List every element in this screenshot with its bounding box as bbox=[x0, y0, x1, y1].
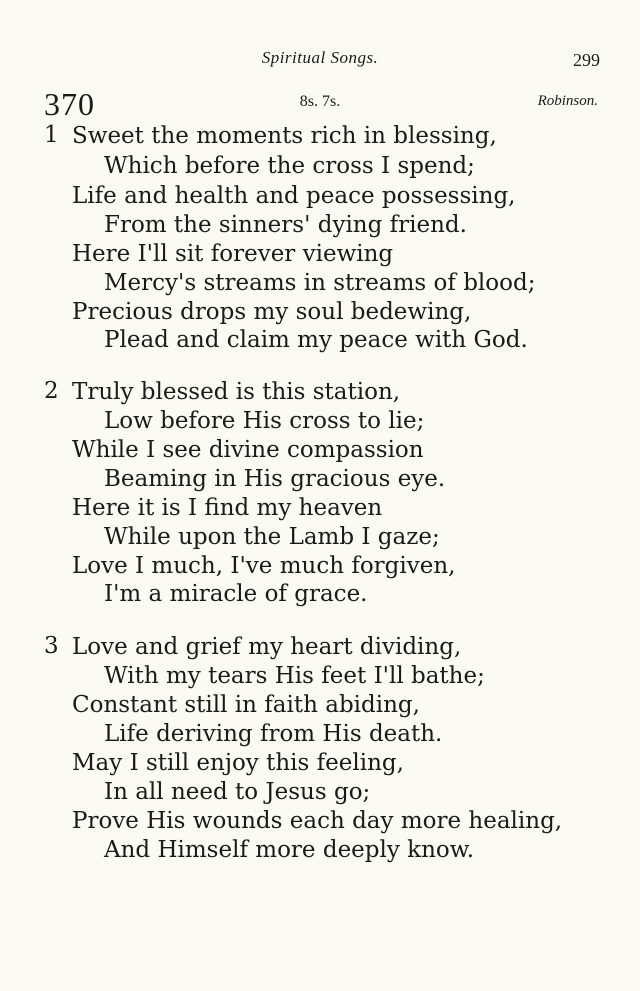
verse-line: Which before the cross I spend; bbox=[104, 153, 475, 179]
verse-line: Love I much, I've much forgiven, bbox=[72, 553, 456, 579]
verse-line: Life deriving from His death. bbox=[104, 721, 443, 747]
verse-line: Plead and claim my peace with God. bbox=[104, 327, 528, 353]
stanza-number: 1 bbox=[44, 122, 59, 148]
verse-line: Precious drops my soul bedewing, bbox=[72, 299, 472, 325]
verse-line: Low before His cross to lie; bbox=[104, 408, 425, 434]
verse-line: Here it is I find my heaven bbox=[72, 495, 383, 521]
verse-line: Beaming in His gracious eye. bbox=[104, 466, 446, 492]
hymn-number: 370 bbox=[44, 86, 95, 122]
verse-line: While upon the Lamb I gaze; bbox=[104, 524, 440, 550]
verse-line: Truly blessed is this station, bbox=[72, 379, 401, 405]
verse-line: May I still enjoy this feeling, bbox=[72, 750, 404, 776]
verse-line: While I see divine compassion bbox=[72, 437, 424, 463]
verse-line: From the sinners' dying friend. bbox=[104, 212, 467, 238]
verse-line: And Himself more deeply know. bbox=[104, 837, 475, 863]
stanza-number: 2 bbox=[44, 378, 59, 404]
running-title: Spiritual Songs. bbox=[261, 48, 379, 67]
page-number: 299 bbox=[573, 50, 600, 70]
verse-line: Mercy's streams in streams of blood; bbox=[104, 270, 536, 296]
verse-line: Here I'll sit forever viewing bbox=[72, 241, 394, 267]
verse-line: I'm a miracle of grace. bbox=[104, 581, 368, 607]
stanza-number: 3 bbox=[44, 633, 59, 659]
hymn-author: Robinson. bbox=[537, 93, 598, 109]
verse-line: Life and health and peace possessing, bbox=[72, 183, 516, 209]
verse-line: With my tears His feet I'll bathe; bbox=[104, 663, 485, 689]
verse-line: In all need to Jesus go; bbox=[104, 779, 371, 805]
verse-line: Love and grief my heart dividing, bbox=[72, 634, 462, 660]
verse-line: Sweet the moments rich in blessing, bbox=[72, 123, 497, 149]
verse-line: Constant still in faith abiding, bbox=[72, 692, 420, 718]
verse-line: Prove His wounds each day more healing, bbox=[72, 808, 563, 834]
hymn-meter: 8s. 7s. bbox=[299, 93, 341, 110]
